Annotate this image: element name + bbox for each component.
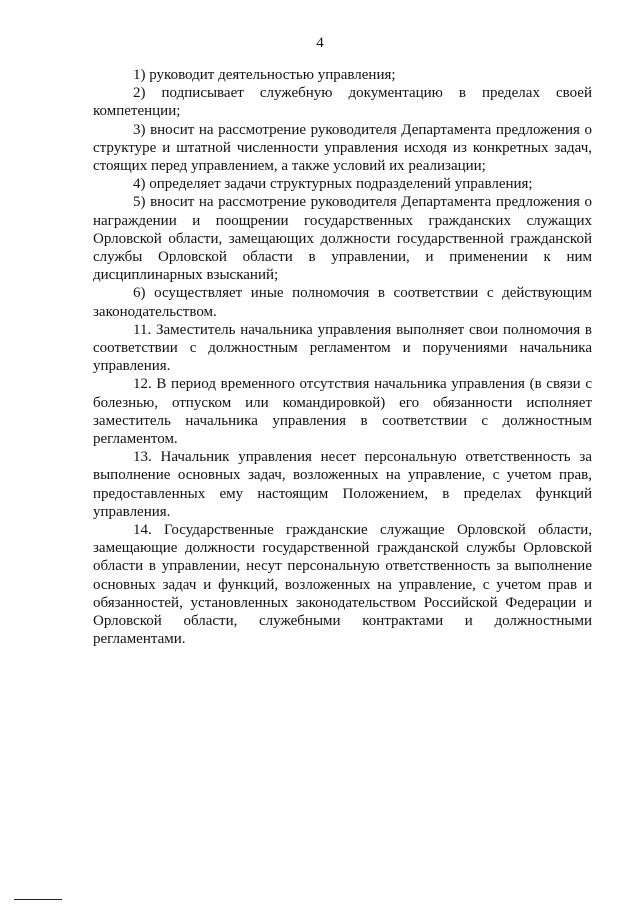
page-number: 4 xyxy=(316,35,324,51)
paragraph-clause-12: 12. В период временного отсутствия начальника управления (в связи с болезнью, отпуском или командировкой) его обязанности исполняет заместитель начальника управления в соответствии с должностным регламентом. xyxy=(93,376,592,448)
paragraph-clause-14: 14. Государственные гражданские служащие Орловской области, замещающие должности государственной гражданской службы Орловской области в управлении, несут персональную ответственность за выполнение основных задач и функций, возложенных на управление, с учетом прав и обязанностей, установленных законодательством Российской Федерации и Орловской области, служебными контрактами и должностными регламентами. xyxy=(93,522,592,648)
paragraph-duty-4: 4) определяет задачи структурных подразделений управления; xyxy=(133,176,533,193)
paragraph-duty-5: 5) вносит на рассмотрение руководителя Департамента предложения о награждении и поощрении государственных гражданских служащих Орловской области, замещающих должности государственной гражданской службы Орловской области в управлении, и применении к ним дисциплинарных взысканий; xyxy=(93,194,592,284)
paragraph-duty-1: 1) руководит деятельностью управления; xyxy=(133,67,396,83)
paragraph-duty-3: 3) вносит на рассмотрение руководителя Департамента предложения о структуре и штатной численности управления исходя из конкретных задач, стоящих перед управлением, а также условий их реализации; xyxy=(93,121,592,175)
footer-rule xyxy=(14,899,62,900)
paragraph-clause-11: 11. Заместитель начальника управления выполняет свои полномочия в соответствии с должностным регламентом и поручениями начальника управления. xyxy=(93,321,592,375)
document-body xyxy=(93,66,592,649)
paragraph-duty-6: 6) осуществляет иные полномочия в соответствии с действующим законодательством. xyxy=(93,285,592,320)
paragraph-clause-13: 13. Начальник управления несет персональную ответственность за выполнение основных задач, возложенных на управление, с учетом прав, предоставленных ему настоящим Положением, в пределах функций управления. xyxy=(93,449,592,520)
paragraph-duty-2: 2) подписывает служебную документацию в пределах своей компетенции; xyxy=(93,85,592,120)
